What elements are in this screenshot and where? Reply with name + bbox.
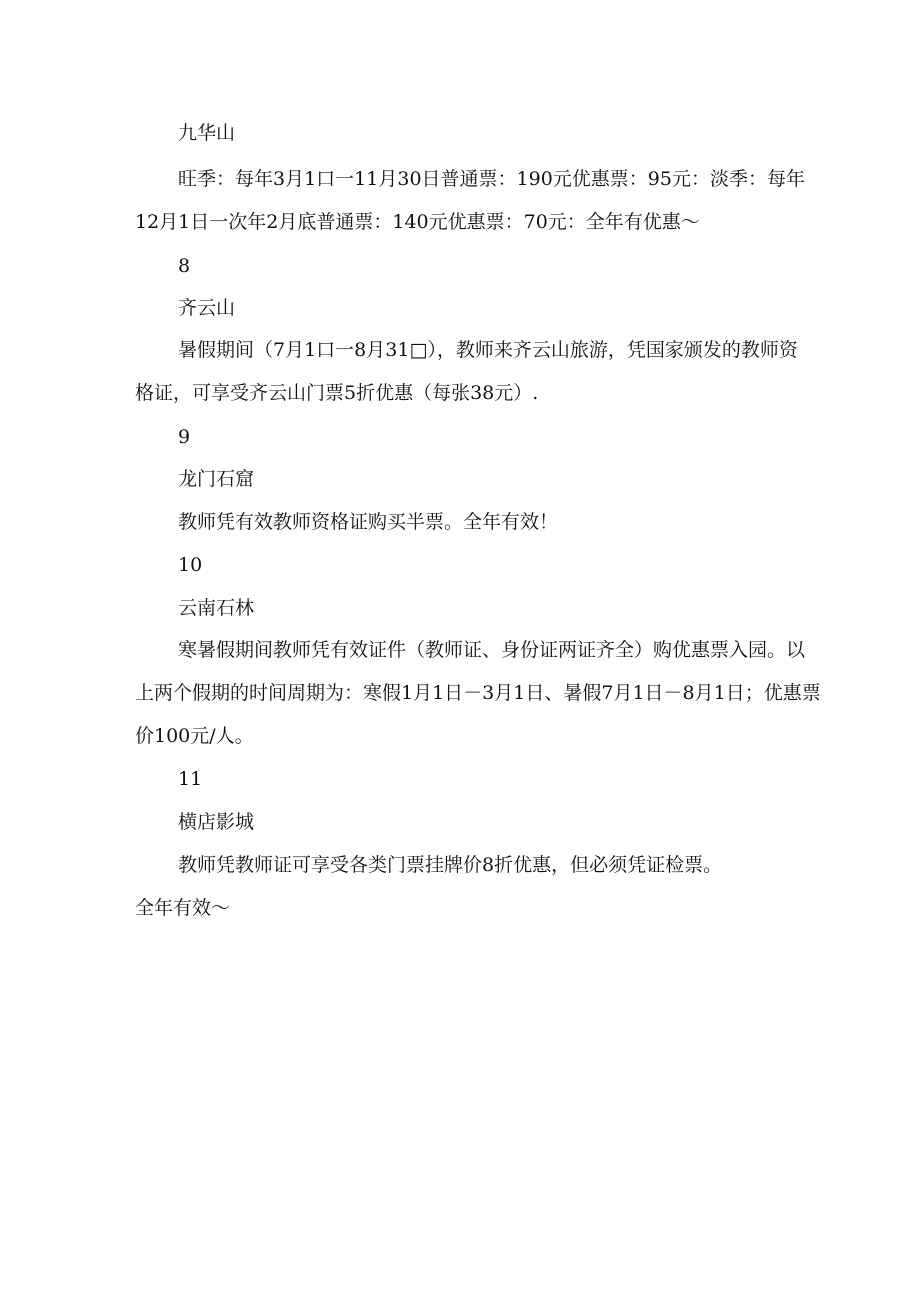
paragraph-line: 教师凭教师证可享受各类门票挂牌价8折优惠，但必须凭证检票。 xyxy=(178,854,723,876)
paragraph-line: 格证，可享受齐云山门票5折优惠（每张38元）. xyxy=(135,382,539,404)
paragraph-line: 价100元/人。 xyxy=(135,725,254,747)
section-title-jiuhuashan: 九华山 xyxy=(178,122,236,144)
paragraph-line: 暑假期间（7月1口一8月31□），教师来齐云山旅游，凭国家颁发的教师资 xyxy=(178,339,798,361)
section-title-yunnan-stone-forest: 云南石林 xyxy=(178,597,255,619)
section-number: 10 xyxy=(178,554,203,576)
section-number: 9 xyxy=(178,426,191,448)
section-title-qiyunshan: 齐云山 xyxy=(178,297,236,319)
section-number: 8 xyxy=(178,255,191,277)
paragraph-line: 上两个假期的时间周期为：寒假1月1日－3月1日、暑假7月1日－8月1日；优惠票 xyxy=(135,682,821,704)
paragraph-line: 教师凭有效教师资格证购买半票。全年有效！ xyxy=(178,511,559,533)
paragraph-line: 旺季：每年3月1口一11月30日普通票：190元优惠票：95元：淡季：每年 xyxy=(178,168,805,190)
section-number: 11 xyxy=(178,768,203,790)
paragraph-line: 12月1日一次年2月底普通票：140元优惠票：70元：全年有优惠～ xyxy=(135,211,700,233)
paragraph-line: 全年有效～ xyxy=(135,897,231,919)
paragraph-line: 寒暑假期间教师凭有效证件（教师证、身份证两证齐全）购优惠票入园。以 xyxy=(178,639,806,661)
section-title-longmen-grottoes: 龙门石窟 xyxy=(178,468,255,490)
section-title-hengdian-world-studios: 横店影城 xyxy=(178,811,255,833)
